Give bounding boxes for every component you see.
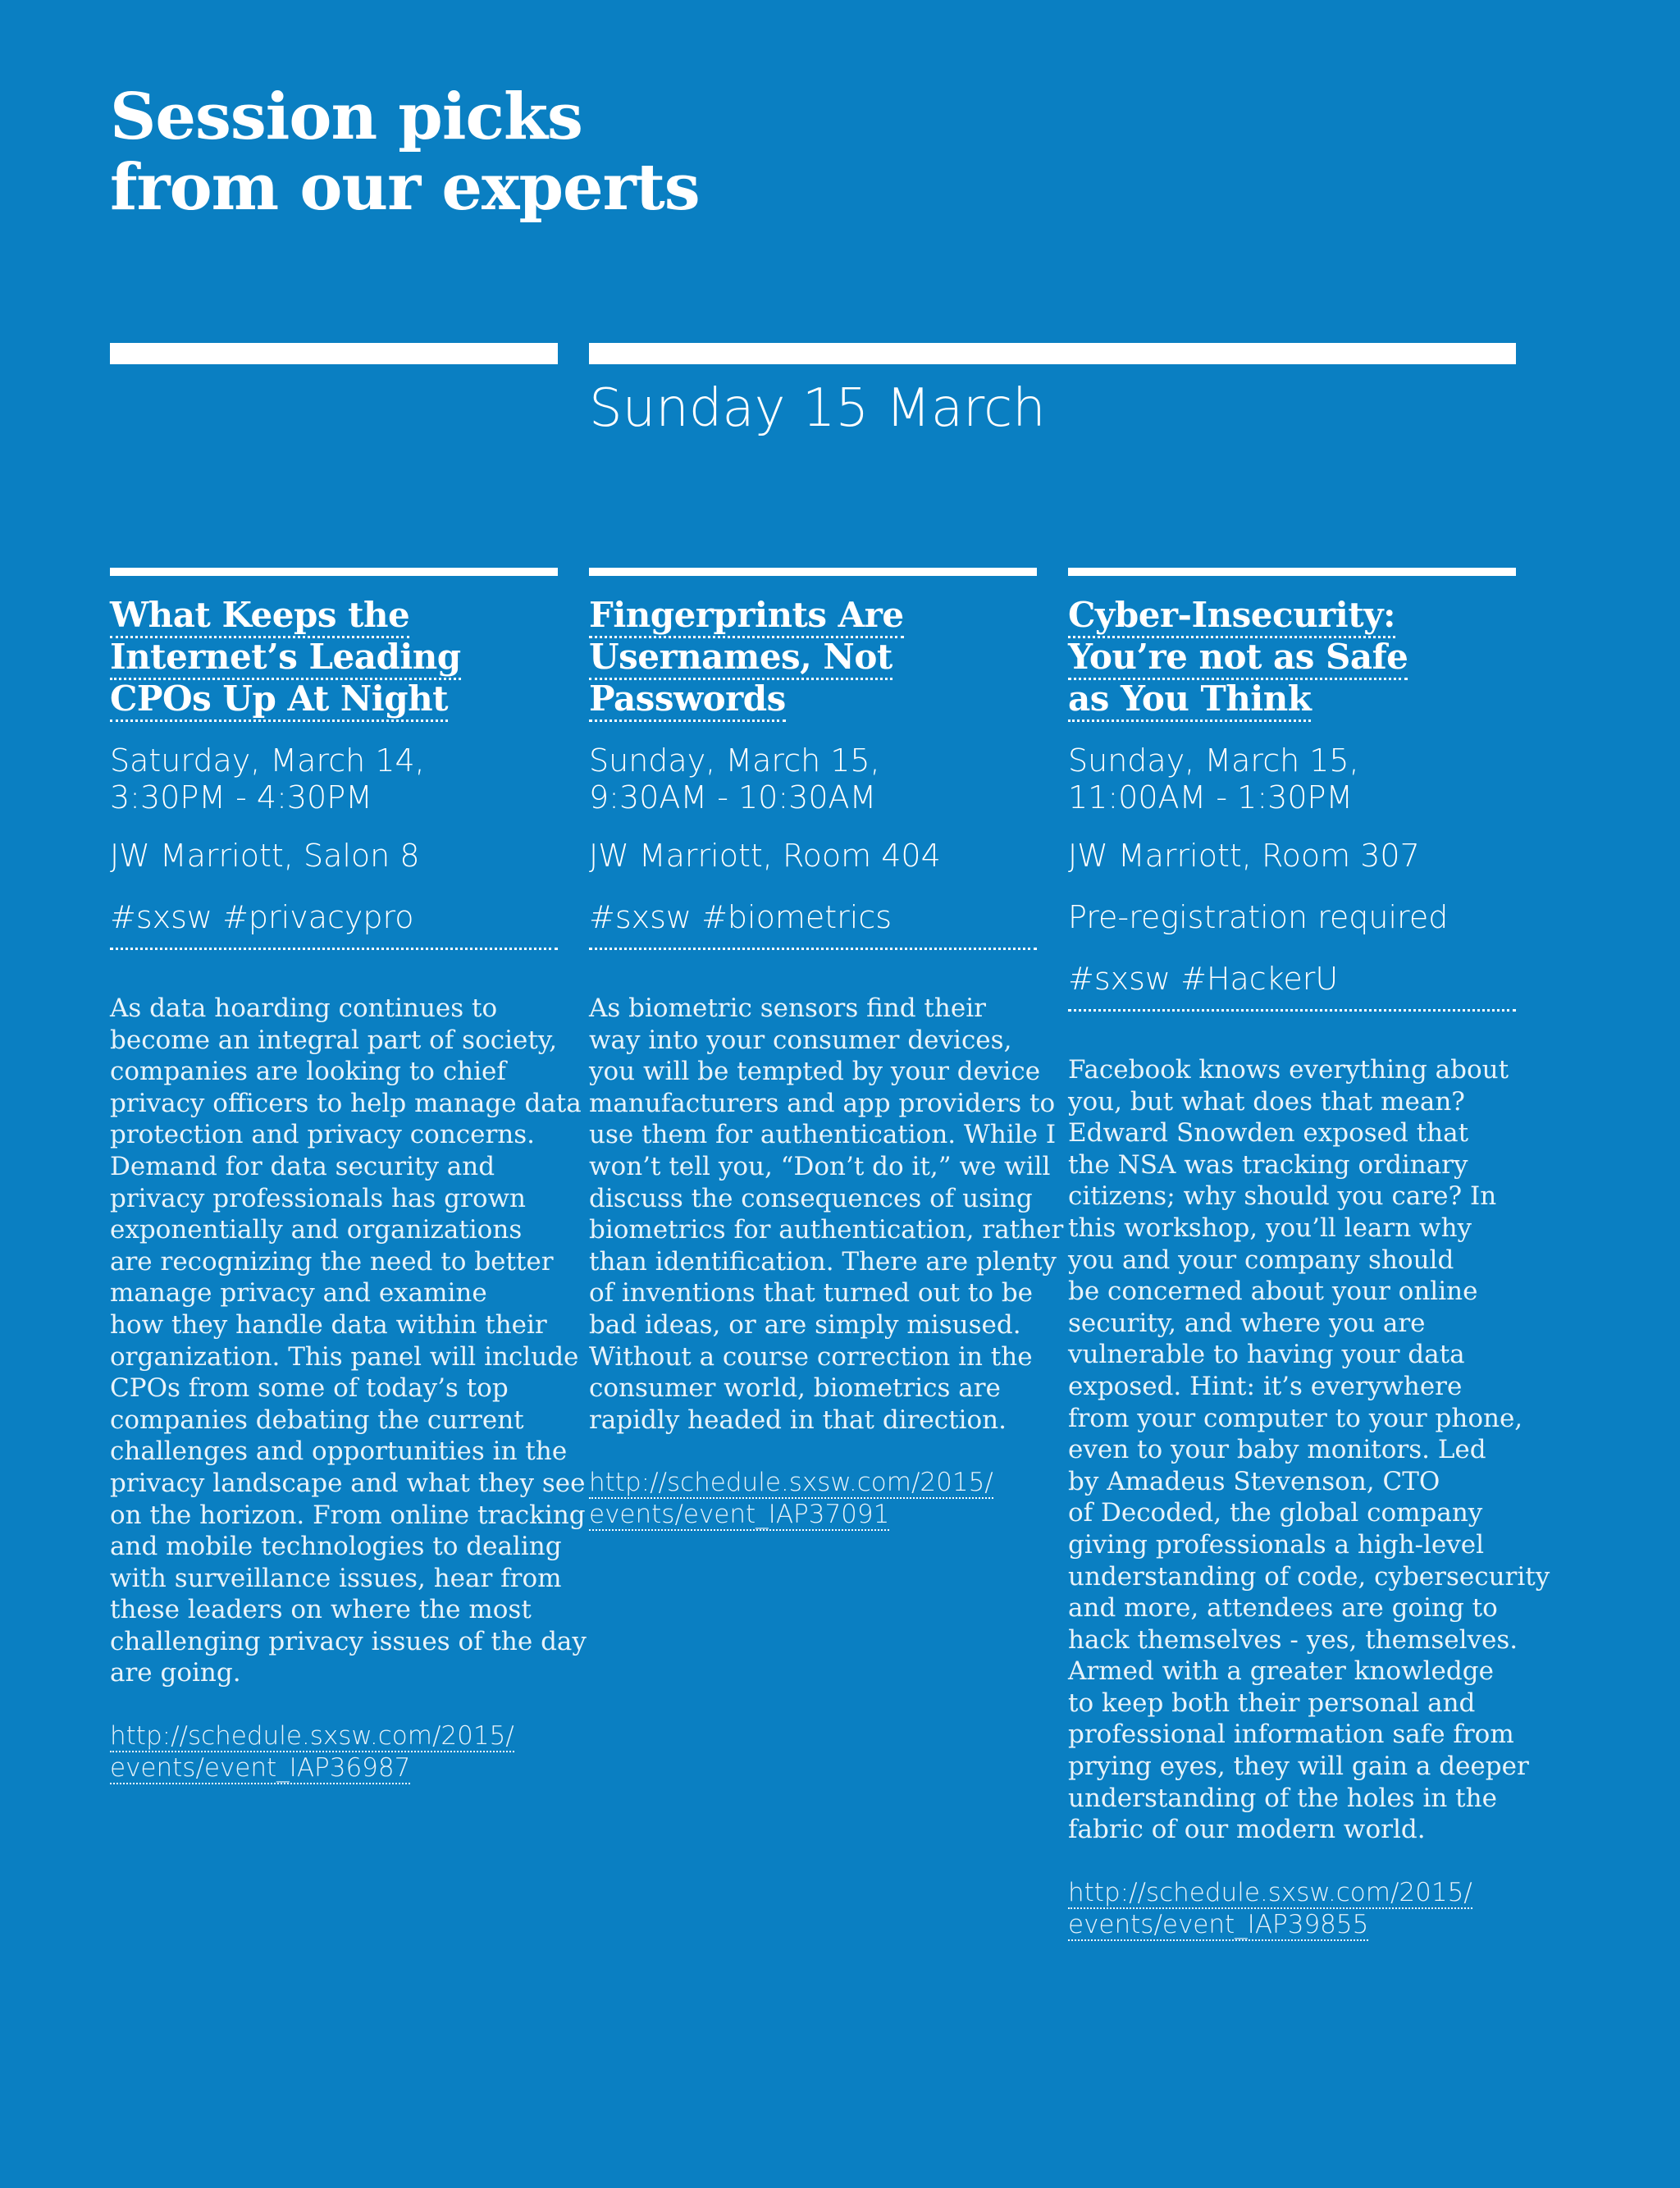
description-line: vulnerable to having your data [1068,1340,1465,1370]
description-line: than identification. There are plenty [589,1246,1057,1277]
description-line: you and your company should [1068,1245,1454,1275]
session-link-line[interactable]: http://schedule.sxsw.com/2015/ [1068,1877,1472,1907]
session-title-line: as You Think [1068,678,1311,722]
description-line: Armed with a greater knowledge [1068,1656,1494,1687]
description-line: bad ideas, or are simply misused. [589,1309,1021,1340]
session-venue: JW Marriott, Salon 8 [110,838,420,874]
session-title-line: Cyber-Insecurity: [1068,595,1395,638]
description-line: use them for authentication. While I [589,1120,1057,1150]
description-line: the NSA was tracking ordinary [1068,1149,1468,1180]
session-date: Sunday, March 15, [589,742,880,779]
session-link[interactable] [110,1720,558,1784]
session-time: 11:00AM - 1:30PM [1068,779,1354,815]
header-bar-left [110,343,558,364]
description-line: prying eyes, they will gain a deeper [1068,1752,1529,1782]
session-venue: JW Marriott, Room 307 [1068,838,1420,874]
description-line: and more, attendees are going to [1068,1593,1498,1624]
page-title-line: Session picks [110,80,582,154]
session-link[interactable] [589,1467,1037,1531]
description-line: protection and privacy concerns. [110,1120,536,1150]
description-line: won’t tell you, “Don’t do it,” we will [589,1151,1051,1181]
description-line: understanding of the holes in the [1068,1783,1497,1813]
description-line: As biometric sensors find their [589,994,986,1023]
description-line: consumer world, biometrics are [589,1373,1001,1404]
session-link-line[interactable]: events/event_IAP37091 [589,1500,890,1530]
session-title [110,594,558,719]
description-line: biometrics for authentication, rather [589,1215,1064,1245]
session-link-line[interactable]: events/event_IAP39855 [1068,1909,1369,1939]
session-title-line: What Keeps the [110,595,409,638]
session-description [589,993,1064,1436]
description-line: you will be tempted by your device [589,1057,1041,1087]
description-line: are going. [110,1658,241,1688]
description-line: exponentially and organizations [110,1215,523,1245]
session-venue: JW Marriott, Room 404 [589,838,941,874]
session-date: Sunday, March 15, [1068,742,1359,779]
session-time: 9:30AM - 10:30AM [589,779,877,815]
description-line: challenging privacy issues of the day [110,1626,587,1656]
description-line: Without a course correction in the [589,1341,1033,1372]
description-line: with surveillance issues, hear from [110,1563,562,1593]
description-line: of inventions that turned out to be [589,1278,1034,1309]
description-line: to keep both their personal and [1068,1688,1476,1718]
session-title-line: Fingerprints Are [589,595,904,638]
session-title-line: CPOs Up At Night [110,678,448,722]
description-line: you, but what does that mean? [1068,1086,1465,1117]
session-datetime [110,742,558,816]
column-rule [110,568,558,576]
description-line: companies debating the current [110,1405,524,1435]
description-line: manufacturers and app providers to [589,1088,1056,1118]
session-hashtags: #sxsw #privacypro [110,899,558,950]
column-rule [1068,568,1516,576]
header-bar-right [589,343,1516,364]
description-line: privacy landscape and what they see [110,1468,586,1498]
day-heading: Sunday 15 March [589,378,1046,439]
description-line: are recognizing the need to better [110,1246,554,1277]
description-line: CPOs from some of today’s top [110,1373,509,1404]
session-time: 3:30PM - 4:30PM [110,779,372,815]
session-title [1068,594,1516,719]
description-line: hack themselves - yes, themselves. [1068,1624,1518,1655]
session-title [589,594,1037,719]
description-line: companies are looking to chief [110,1057,506,1087]
description-line: from your computer to your phone, [1068,1403,1523,1433]
description-line: privacy officers to help manage data [110,1088,582,1118]
description-line: Edward Snowden exposed that [1068,1118,1469,1149]
session-hashtags: #sxsw #HackerU [1068,961,1516,1012]
column-rule [589,568,1037,576]
page-title-line: from our experts [110,150,700,225]
description-line: become an integral part of society, [110,1025,558,1055]
description-line: exposed. Hint: it’s everywhere [1068,1371,1463,1401]
description-line: way into your consumer devices, [589,1025,1012,1055]
description-line: fabric of our modern world. [1068,1815,1426,1845]
session-title-line: Usernames, Not [589,637,892,680]
session-link-line[interactable]: events/event_IAP36987 [110,1753,411,1784]
description-line: professional information safe from [1068,1720,1514,1750]
description-line: by Amadeus Stevenson, CTO [1068,1466,1440,1496]
session-datetime [1068,742,1516,816]
description-line: challenges and opportunities in the [110,1437,568,1467]
description-line: citizens; why should you care? In [1068,1181,1497,1212]
description-line: discuss the consequences of using [589,1183,1033,1213]
description-line: how they handle data within their [110,1309,547,1340]
description-line: security, and where you are [1068,1308,1426,1338]
description-line: organization. This panel will include [110,1341,579,1372]
description-line: As data hoarding continues to [110,994,498,1023]
session-title-line: Internet’s Leading [110,637,461,680]
description-line: Facebook knows everything about [1068,1055,1509,1085]
description-line: even to your baby monitors. Led [1068,1435,1486,1465]
session-card-biometrics [589,568,1064,1531]
description-line: be concerned about your online [1068,1277,1478,1307]
description-line: these leaders on where the most [110,1595,532,1625]
description-line: understanding of code, cybersecurity [1068,1561,1550,1592]
session-description [110,993,587,1689]
session-registration-note: Pre-registration required [1068,899,1449,935]
description-line: on the horizon. From online tracking [110,1500,586,1530]
session-card-cyber-insecurity [1068,568,1550,1941]
description-line: of Decoded, the global company [1068,1498,1483,1528]
session-title-line: You’re not as Safe [1068,637,1408,680]
description-line: giving professionals a high-level [1068,1529,1485,1560]
session-datetime [589,742,1037,816]
description-line: manage privacy and examine [110,1278,487,1309]
session-description [1068,1054,1550,1846]
page-title [110,82,848,223]
description-line: and mobile technologies to dealing [110,1532,562,1562]
session-title-line: Passwords [589,678,786,722]
description-line: Demand for data security and [110,1151,495,1181]
description-line: this workshop, you’ll learn why [1068,1213,1472,1243]
session-date: Saturday, March 14, [110,742,425,779]
session-card-privacy [110,568,587,1784]
session-link[interactable] [1068,1877,1516,1941]
session-link-line[interactable]: http://schedule.sxsw.com/2015/ [589,1468,993,1498]
session-link-line[interactable]: http://schedule.sxsw.com/2015/ [110,1721,514,1752]
description-line: rapidly headed in that direction. [589,1405,1007,1435]
session-hashtags: #sxsw #biometrics [589,899,1037,950]
description-line: privacy professionals has grown [110,1183,527,1213]
